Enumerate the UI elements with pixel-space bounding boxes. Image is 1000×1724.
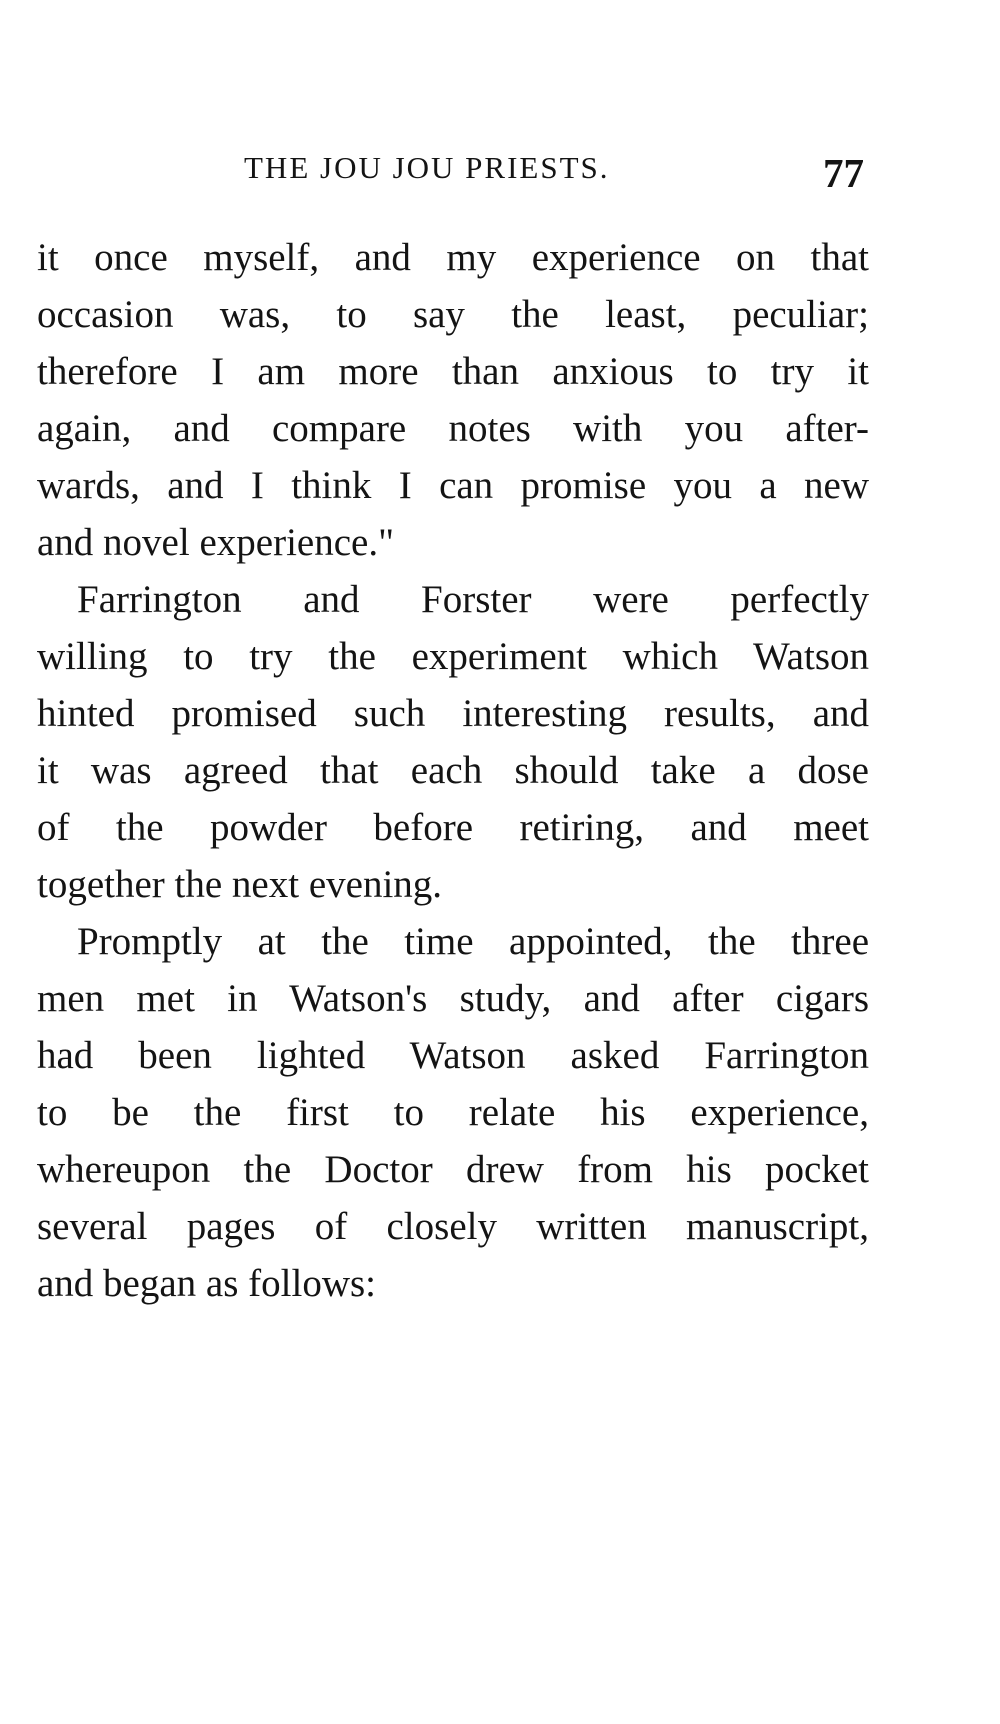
text-line: and novel experience.": [37, 521, 394, 564]
paragraph-2: [37, 571, 869, 913]
text-line: had been lighted Watson asked Farrington: [37, 1034, 869, 1077]
text-line: it was agreed that each should take a dose: [37, 749, 869, 792]
text-line: wards, and I think I can promise you a new: [37, 464, 869, 507]
text-line: whereupon the Doctor drew from his pocket: [37, 1148, 869, 1191]
text-line: together the next evening.: [37, 863, 443, 906]
text-line: willing to try the experiment which Watson: [37, 635, 869, 678]
text-line: several pages of closely written manuscript,: [37, 1205, 869, 1248]
text-line: and began as follows:: [37, 1262, 377, 1305]
page-number: 77: [823, 150, 864, 196]
body-text: [37, 229, 869, 1312]
text-line: therefore I am more than anxious to try it: [37, 350, 869, 393]
running-header: [0, 148, 1000, 198]
text-line: it once myself, and my experience on that: [37, 236, 869, 279]
paragraph-3: [37, 913, 869, 1312]
text-line: again, and compare notes with you after-: [37, 407, 869, 450]
running-title: THE JOU JOU PRIESTS.: [244, 150, 610, 185]
text-line: occasion was, to say the least, peculiar;: [37, 293, 869, 336]
text-line: Farrington and Forster were perfectly: [77, 578, 869, 621]
text-line: hinted promised such interesting results, and: [37, 692, 869, 735]
text-line: men met in Watson's study, and after cigars: [37, 977, 869, 1020]
text-line: Promptly at the time appointed, the three: [77, 920, 869, 963]
paragraph-1: [37, 229, 869, 571]
text-line: to be the first to relate his experience,: [37, 1091, 869, 1134]
text-line: of the powder before retiring, and meet: [37, 806, 869, 849]
